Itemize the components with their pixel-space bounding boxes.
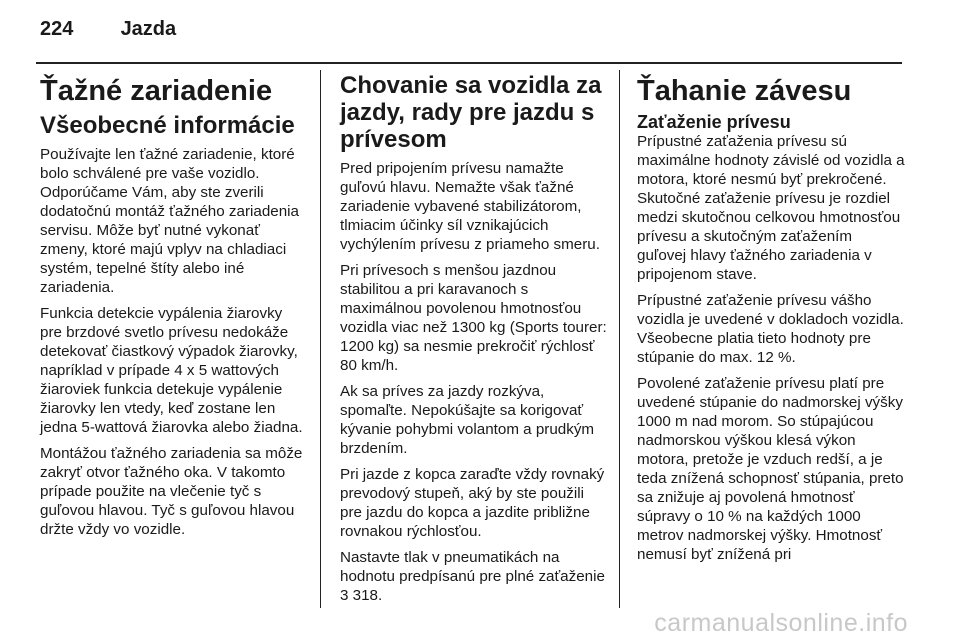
paragraph: Povolené zaťaženie prívesu platí pre uvedené stúpanie do nadmorskej výšky 1000 m nad morom. So stúpajúcou nadmorskou výškou klesá výkon motora, pretože je vzduch redší, a je teda znížená schopnosť stúpania, preto sa znižuje aj povolená hmotnosť súpravy o 10 % na každých 1000 metrov nadmorskej výšky. Hmotnosť nemusí byť znížená pri xyxy=(637,375,904,563)
paragraph: Prípustné zaťaženia prívesu sú maximálne hodnoty závislé od vozidla a motora, ktoré nesmú byť prekročené. Skutočné zaťaženie prívesu je rozdiel medzi skutočnou celkovou hmotnosťou prívesu a skutočným zaťažením guľovej hlavy ťažného zariadenia v pripojenom stave. xyxy=(637,133,905,283)
page-number: 224 xyxy=(40,18,74,40)
section-heading: Chovanie sa vozidla za jazdy, rady pre jazdu s prívesom xyxy=(340,72,602,153)
paragraph: Nastavte tlak v pneumatikách na hodnotu predpísanú pre plné zaťaženie 3 318. xyxy=(340,549,605,604)
header-rule xyxy=(36,62,902,64)
section-heading: Všeobecné informácie xyxy=(40,112,295,139)
chapter-title: Ťažné zariadenie xyxy=(40,75,273,107)
paragraph: Prípustné zaťaženie prívesu vášho vozidla je uvedené v dokladoch vozidla. Všeobecne platia tieto hodnoty pre stúpanie do max. 12 %. xyxy=(637,292,904,366)
watermark: carmanualsonline.info xyxy=(654,609,908,637)
column-3 xyxy=(637,72,905,571)
paragraph: Montážou ťažného zariadenia sa môže zakryť otvor ťažného oka. V takomto prípade použite na vlečenie tyč s guľovou hlavou. Tyč s guľovou hlavou držte vždy vo vozidle. xyxy=(40,445,303,538)
column-2 xyxy=(340,72,608,612)
page-header xyxy=(40,18,176,41)
paragraph: Pred pripojením prívesu namažte guľovú hlavu. Nemažte však ťažné zariadenie vybavené stabilizátorom, tlmiacim účinky síl vznikajúcich vychýlením prívesu z priameho smeru. xyxy=(340,160,600,253)
paragraph: Používajte len ťažné zariadenie, ktoré bolo schválené pre vaše vozidlo. Odporúčame Vám, aby ste zverili dodatočnú montáž ťažného zariadenia servisu. Môže byť nutné vykonať zmeny, ktoré majú vplyv na chladiaci systém, tepelné štíty alebo iné zariadenia. xyxy=(40,146,300,296)
column-divider xyxy=(619,70,620,608)
paragraph: Pri jazde z kopca zaraďte vždy rovnaký prevodový stupeň, aký by ste použili pre jazdu do kopca a jazdite približne rovnakou rýchlosťou. xyxy=(340,466,605,540)
paragraph: Pri prívesoch s menšou jazdnou stabilitou a pri karavanoch s maximálnou povolenou hmotnosťou vozidla viac než 1300 kg (Sports tourer: 1200 kg) sa nesmie prekročiť rýchlosť 80 km/h. xyxy=(340,262,607,374)
subsection-heading: Zaťaženie prívesu xyxy=(637,112,791,132)
column-divider xyxy=(320,70,321,608)
paragraph: Funkcia detekcie vypálenia žiarovky pre brzdové svetlo prívesu nedokáže detekovať čiastkový výpadok žiarovky, napríklad v prípade 4 x 5 wattových žiaroviek funkcia detekuje vypálenie žiarovky len vtedy, keď zostane len jedna 5-wattová žiarovka alebo žiadna. xyxy=(40,305,303,436)
section-title: Jazda xyxy=(120,18,177,40)
column-1 xyxy=(40,72,308,546)
paragraph: Ak sa príves za jazdy rozkýva, spomaľte. Nepokúšajte sa korigovať kývanie pohybmi volantom a prudkým brzdením. xyxy=(340,383,595,457)
chapter-title: Ťahanie závesu xyxy=(637,75,852,107)
